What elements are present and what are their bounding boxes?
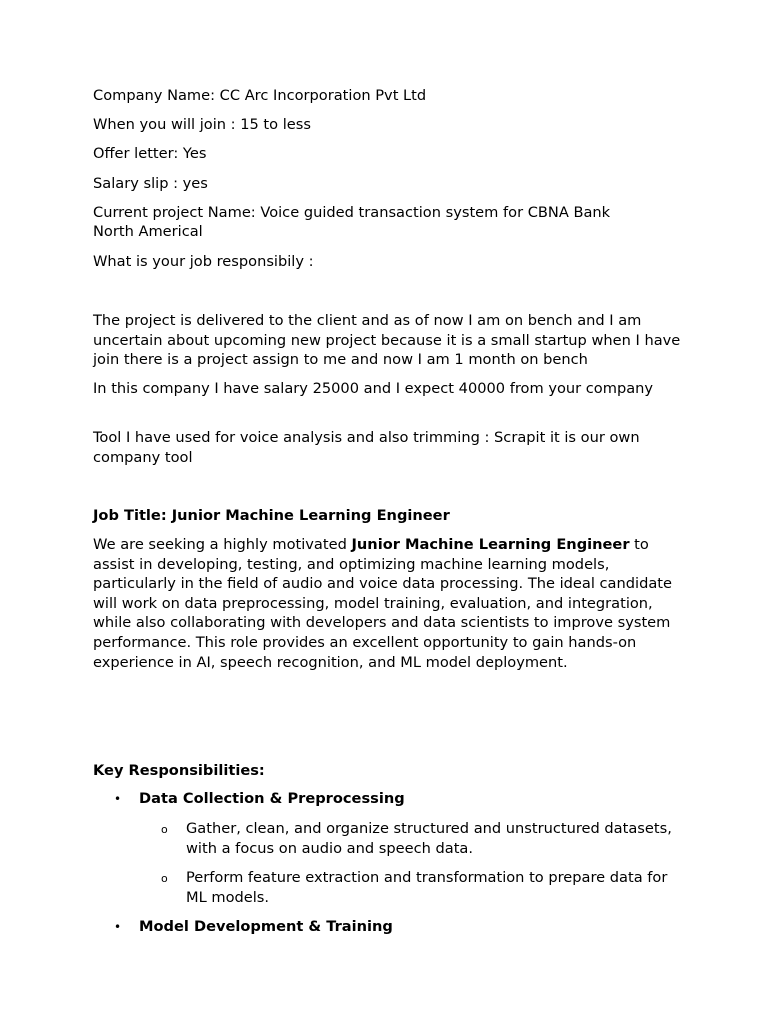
offer-letter-line: Offer letter: Yes [93,145,207,162]
tools-used-paragraph: Tool I have used for voice analysis and also trimming : Scrapit it is our own company tool [93,429,640,466]
join-time-line: When you will join : 15 to less [93,116,311,133]
bullet-marker: • [114,920,122,934]
responsibility-item: Perform feature extraction and transformation to prepare data for ML models. [186,869,668,906]
current-project-line-1: Current project Name: Voice guided transaction system for CBNA Bank [93,204,611,221]
salary-expectation-paragraph: In this company I have salary 25000 and I expect 40000 from your company [93,380,654,397]
responsibility-item: Gather, clean, and organize structured and unstructured datasets, with a focus on audio and speech data. [186,820,672,857]
current-project-line-2: North Americal [93,223,203,240]
salary-slip-line: Salary slip : yes [93,175,208,192]
job-title-heading: Job Title: Junior Machine Learning Engineer [93,507,450,524]
project-status-paragraph: The project is delivered to the client and as of now I am on bench and I am uncertain about upcoming new project because it is a small startup when I have join there is a project assign to me and now I am 1 month on bench [93,312,681,369]
job-responsibility-question: What is your job responsibily : [93,253,314,270]
job-description-rest: to assist in developing, testing, and optimizing machine learning models, particularly in the field of audio and voice data processing. The ideal candidate will work on data preprocessing, model training, evaluation, and integration, while also collaborating with developers and data scientists to improve system performance. This role provides an excellent opportunity to gain hands-on experience in AI, speech recognition, and ML model deployment. [93,536,672,671]
sub-bullet-marker: o [161,872,168,885]
job-description-role: Junior Machine Learning Engineer [351,536,630,553]
responsibility-section-title: Data Collection & Preprocessing [139,790,405,807]
responsibility-section-title: Model Development & Training [139,918,393,935]
sub-bullet-marker: o [161,823,168,836]
bullet-marker: • [114,792,122,806]
company-name-line: Company Name: CC Arc Incorporation Pvt Ltd [93,87,427,104]
job-description-paragraph [93,535,693,672]
job-description-prefix: We are seeking a highly motivated [93,536,352,553]
key-responsibilities-heading: Key Responsibilities: [93,762,265,779]
